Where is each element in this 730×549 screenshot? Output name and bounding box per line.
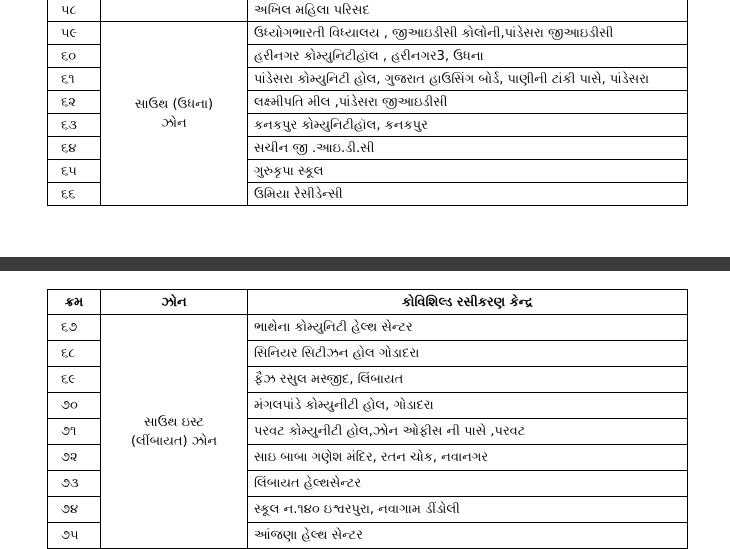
table-row <box>48 315 688 341</box>
zone-cell <box>101 22 248 206</box>
row-number: ૭૩ <box>48 471 101 497</box>
row-number: ૬૦ <box>48 45 101 68</box>
row-number: ૫૯ <box>48 22 101 45</box>
table-header-row <box>48 290 688 315</box>
center-name: સિનિયર સિટીઝન હોલ ગોડાદરા <box>248 341 688 367</box>
center-name: ગુરુકૃપા સ્કૂલ <box>248 160 688 183</box>
zone-cell-empty <box>101 0 248 22</box>
center-name: પાંડેસરા કોમ્યુનિટી હોલ, ગુજરાત હાઉસિંગ બોર્ડ, પાણીની ટાંકી પાસે, પાંડેસરા <box>248 68 688 91</box>
center-name: મંગલપાંડે કોમ્યુનીટી હોલ, ગોડાદરા <box>248 393 688 419</box>
table-row <box>48 0 688 22</box>
center-name: ઉમિયા રેસીડેન્સી <box>248 183 688 206</box>
center-name: આંજણા હેલ્થ સેન્ટર <box>248 523 688 549</box>
row-number: ૬૯ <box>48 367 101 393</box>
center-name: પરવટ કોમ્યુનીટી હોલ,ઝોન ઓફીસ ની પાસે ,પરવટ <box>248 419 688 445</box>
row-number: ૬૧ <box>48 68 101 91</box>
header-vaccination-center: કોવિશિલ્ડ રસીકરણ કેન્દ્ર <box>248 290 688 315</box>
center-name: લક્ષ્મીપતિ મીલ ,પાંડેસરા જીઆઇડીસી <box>248 91 688 114</box>
zone-name-line2: (લીંબાયત) ઝોન <box>130 433 218 449</box>
row-number: ૬૮ <box>48 341 101 367</box>
row-number: ૬૩ <box>48 114 101 137</box>
center-name: ભાથેના કોમ્યુનિટી હેલ્થ સેન્ટર <box>248 315 688 341</box>
page-divider <box>0 257 730 271</box>
center-name: સ્કૂલ ન.૧૪૦ ઇશ્વરપુરા, નવાગામ ડીંડોલી <box>248 497 688 523</box>
zone-cell <box>101 315 248 549</box>
center-name: ફૈઝ રસુલ મસ્જીદ, લિંબાયત <box>248 367 688 393</box>
zone-name-line1: સાઉથ ઇસ્ટ <box>143 414 204 430</box>
center-name: સાઇ બાબા ગણેશ મંદિર, રતન ચોક, નવાનગર <box>248 445 688 471</box>
row-number: ૬૪ <box>48 137 101 160</box>
row-number: ૭૨ <box>48 445 101 471</box>
center-name: કનકપુર કોમ્યુનિટીહૉલ, કનકપુર <box>248 114 688 137</box>
table-row <box>48 22 688 45</box>
header-serial-number: ક્રમ <box>48 290 101 315</box>
center-name: હરીનગર કોમ્યુનિટીહૉલ , હરીનગર3, ઉધના <box>248 45 688 68</box>
centers-table-south-zone <box>47 0 688 206</box>
row-number: ૬૭ <box>48 315 101 341</box>
row-number: ૬૨ <box>48 91 101 114</box>
header-zone: ઝોન <box>101 290 248 315</box>
row-number: ૭૫ <box>48 523 101 549</box>
center-name: ઉધ્યોગભારતી વિધ્યાલય , જીઆઇડીસી કોલોની,પાંડેસરા જીઆઇડીસી <box>248 22 688 45</box>
row-number: ૫૮ <box>48 0 101 22</box>
row-number: ૭૪ <box>48 497 101 523</box>
zone-name-line2: ઝોન <box>161 115 187 131</box>
row-number: ૭૧ <box>48 419 101 445</box>
row-number: ૬૬ <box>48 183 101 206</box>
row-number: ૭૦ <box>48 393 101 419</box>
center-name: સચીન જી .આઇ.ડી.સી <box>248 137 688 160</box>
zone-name-line1: સાઉથ (ઉધના) <box>134 96 214 112</box>
center-name: અખિલ મહિલા પરિસદ <box>248 0 688 22</box>
row-number: ૬૫ <box>48 160 101 183</box>
centers-table-south-east-zone <box>47 289 688 549</box>
center-name: લિંબાયત હેલ્થસેન્ટર <box>248 471 688 497</box>
